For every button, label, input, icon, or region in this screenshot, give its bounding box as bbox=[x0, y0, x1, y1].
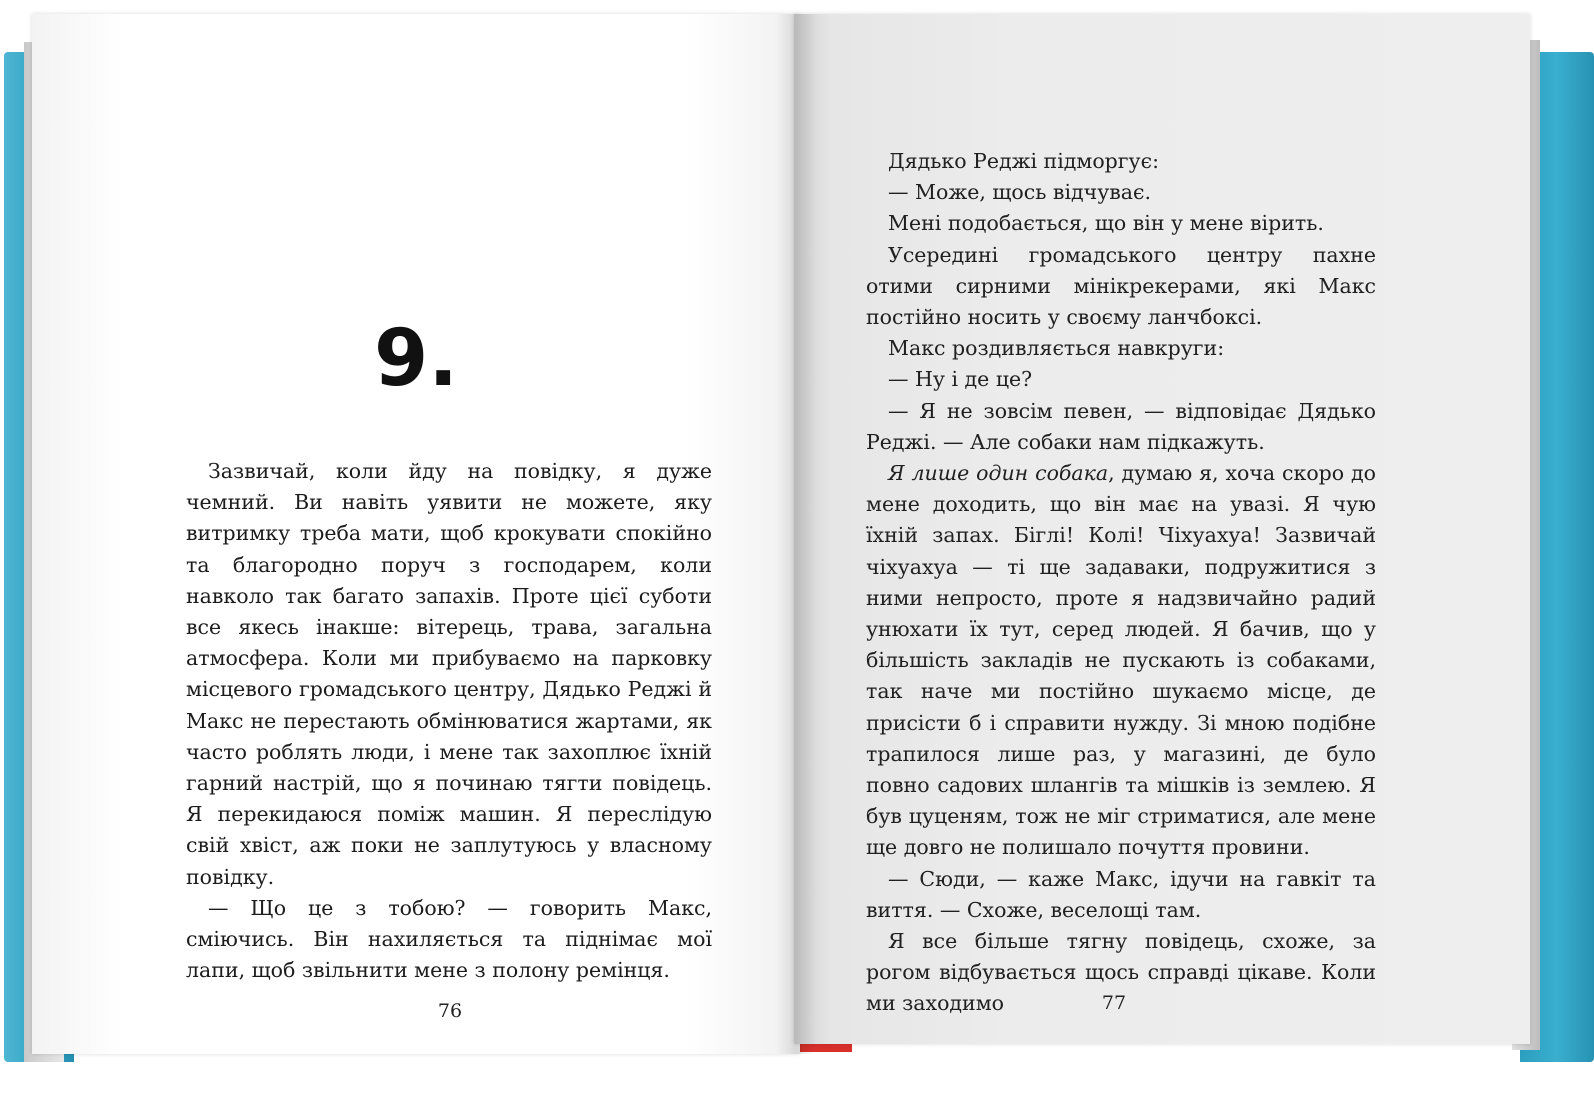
paragraph-rest: , думаю я, хоча скоро до мене доходить, що він має на увазі. Я чую їхній запах. Біглі! Колі! Чіхуахуа! Зазвичай чіхуахуа — ті ще задаваки, подружитися з ними непросто, проте я надзвичайно радий унюхати їх тут, серед людей. Я бачив, що у більшість закладів не пускають із собаками, так наче ми постійно шукаємо місце, де присісти б і справити нужду. Зі мною подібне трапилося лише раз, у магазині, де було повно садових шлангів та мішків із землею. Я був цуценям, тож не міг стриматися, але мене ще довго не полишало почуття провини. bbox=[866, 461, 1376, 860]
chapter-number: 9. bbox=[374, 314, 458, 404]
right-page bbox=[794, 14, 1530, 1044]
paragraph: Я все більше тягну повідець, схоже, за рогом відбувається щось справді цікаве. Коли ми заходимо bbox=[866, 929, 1376, 1016]
paragraph: — Може, щось відчуває. bbox=[888, 180, 1152, 205]
paragraph: Мені подобається, що він у мене вірить. bbox=[888, 211, 1324, 236]
paragraph: — Ну і де це? bbox=[888, 367, 1033, 392]
page-number-left: 76 bbox=[437, 1000, 463, 1022]
paragraph: — Сюди, — каже Макс, ідучи на гавкіт та виття. — Схоже, веселощі там. bbox=[866, 866, 1376, 922]
left-page-text bbox=[186, 456, 712, 986]
right-page-text bbox=[866, 146, 1376, 1020]
paragraph: — Я не зовсім певен, — відповідає Дядько Реджі. — Але собаки нам підкажуть. bbox=[866, 398, 1376, 454]
paragraph: Усередині громадського центру пахне отими сирними мінікрекерами, які Макс постійно носить у своєму ланчбоксі. bbox=[866, 242, 1376, 330]
paragraph bbox=[866, 458, 1376, 864]
paragraph: Макс роздивляється навкруги: bbox=[888, 336, 1225, 361]
paragraph: Зазвичай, коли йду на повідку, я дуже чемний. Ви навіть уявити не можете, яку витримку треба мати, щоб крокувати спокійно та благородно поруч з господарем, коли навколо так багато запахів. Проте цієї суботи все якесь інакше: вітерець, трава, загальна атмосфера. Коли ми прибуваємо на парковку місцевого громадського центру, Дядько Реджі й Макс не перестають обмінюватися жартами, як часто роблять люди, і мене так захоплює їхній гарний настрій, що я починаю тягти повідець. Я перекидаюся поміж машин. Я переслідую свій хвіст, аж поки не заплутуюсь у власному повідку. bbox=[186, 459, 712, 889]
paragraph: — Що це з тобою? — говорить Макс, сміючись. Він нахиляється та піднімає мої лапи, щоб звільнити мене з полону ремінця. bbox=[186, 895, 712, 983]
page-number-right: 77 bbox=[1101, 992, 1127, 1014]
book-gutter bbox=[776, 14, 816, 1054]
left-page bbox=[32, 14, 800, 1054]
italic-phrase: Я лише один собака bbox=[888, 461, 1109, 486]
paragraph: Дядько Реджі підморгує: bbox=[888, 149, 1159, 173]
